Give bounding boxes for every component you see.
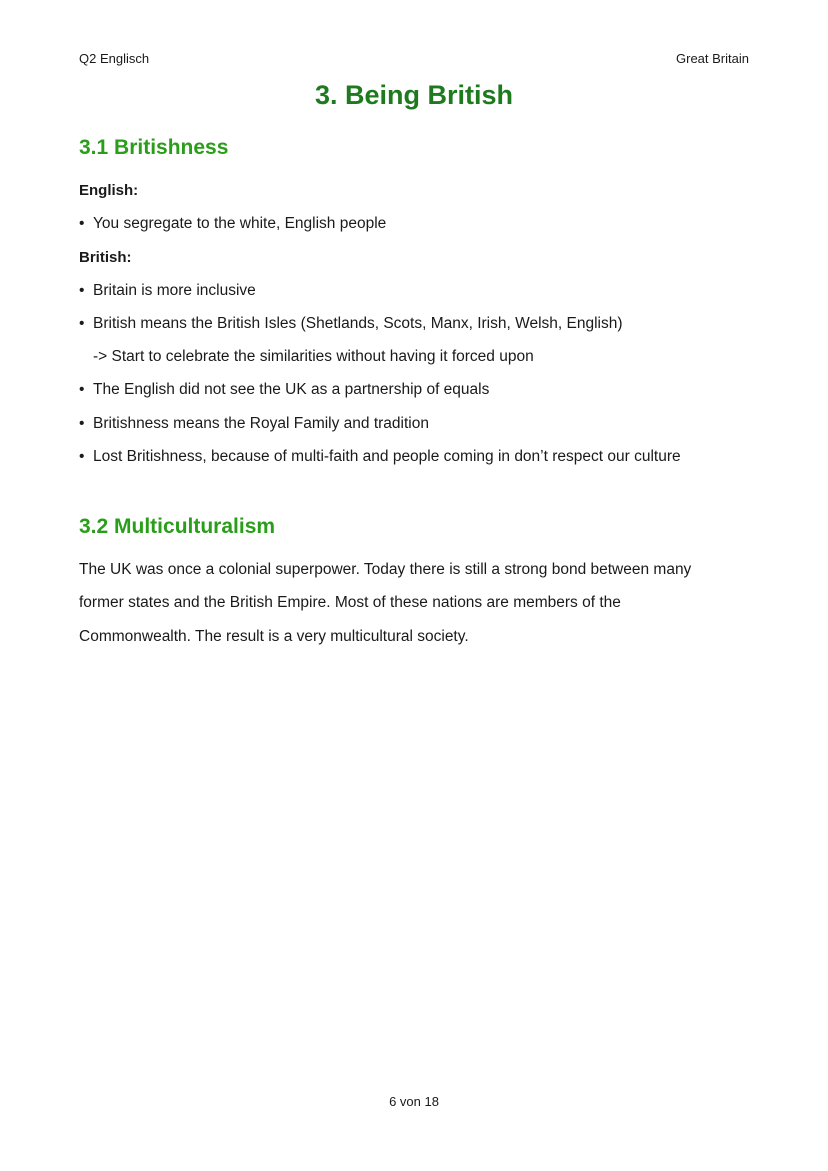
bullet-icon: • — [79, 381, 85, 398]
list-item — [79, 282, 256, 300]
british-label: British: — [79, 249, 132, 266]
section-heading-britishness: 3.1 Britishness — [79, 136, 229, 159]
list-item-text: British means the British Isles (Shetlands, Scots, Manx, Irish, Welsh, English) — [93, 315, 623, 332]
list-subline: -> Start to celebrate the similarities without having it forced upon — [93, 348, 534, 365]
paragraph-line: former states and the British Empire. Most of these nations are members of the — [79, 594, 621, 611]
list-item — [79, 381, 489, 399]
list-item — [79, 448, 681, 466]
bullet-icon: • — [79, 415, 85, 432]
page-title: 3. Being British — [314, 80, 514, 110]
list-item — [79, 315, 623, 333]
list-item — [79, 415, 429, 433]
section-heading-multiculturalism: 3.2 Multiculturalism — [79, 515, 276, 538]
page-number: 6 von 18 — [389, 1094, 439, 1109]
paragraph-line: The UK was once a colonial superpower. Today there is still a strong bond between many — [79, 561, 692, 578]
list-item-text: Lost Britishness, because of multi-faith and people coming in don’t respect our culture — [93, 448, 681, 465]
bullet-icon: • — [79, 282, 85, 299]
header-subject: Q2 Englisch — [79, 51, 150, 66]
list-item — [79, 215, 386, 233]
english-label: English: — [79, 182, 139, 199]
list-item-text: Britain is more inclusive — [93, 282, 256, 299]
list-item-text: Britishness means the Royal Family and tradition — [93, 415, 429, 432]
bullet-icon: • — [79, 448, 85, 465]
bullet-icon: • — [79, 215, 85, 232]
paragraph-line: Commonwealth. The result is a very multicultural society. — [79, 628, 469, 645]
header-topic: Great Britain — [676, 51, 749, 66]
list-item-text: The English did not see the UK as a partnership of equals — [93, 381, 490, 398]
bullet-icon: • — [79, 315, 85, 332]
list-item-text: You segregate to the white, English people — [93, 215, 387, 232]
